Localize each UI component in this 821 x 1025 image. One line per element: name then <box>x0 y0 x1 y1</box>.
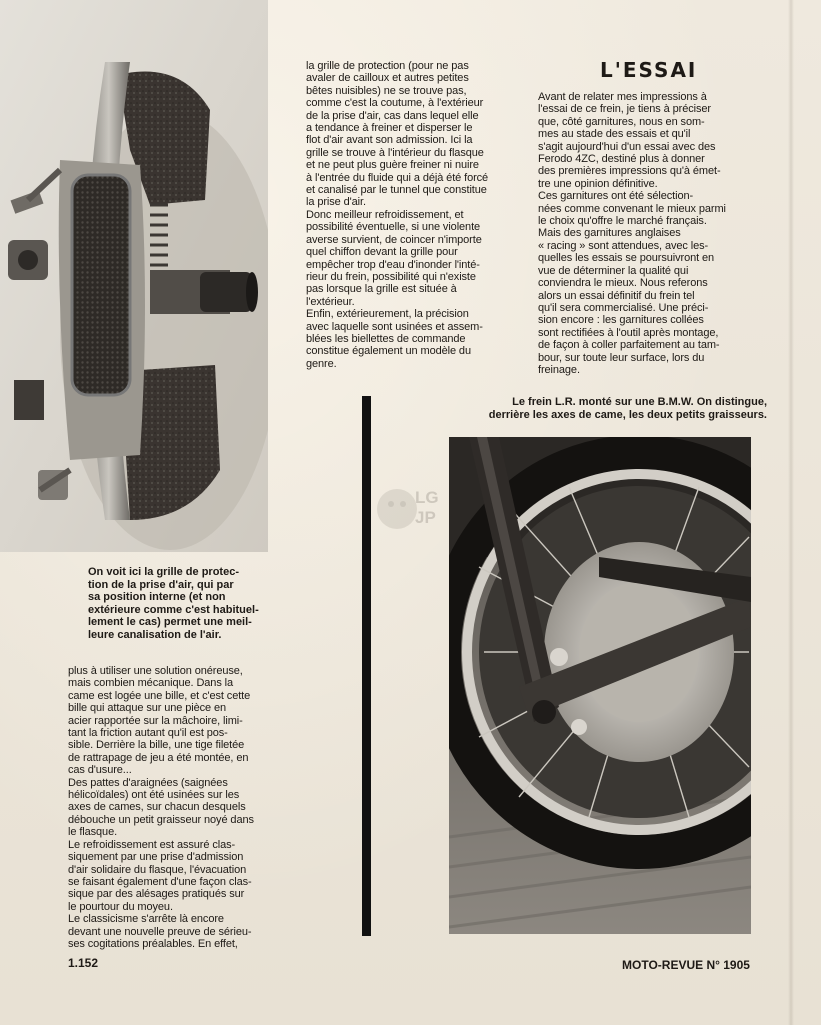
article-column-left-bottom: plus à utiliser une solution onéreuse, mais combien mécanique. Dans la came est logée une bille, et c'est cette bille qui attaque sur une pièce en acier rapportée sur la mâchoire, limi- tant la friction autant qu'il est pos- sible. Derrière la bille, une tige filetée de rattrapage de jeu a été montée, en cas d'usure... Des pattes d'araignées (saignées hélicoïdales) ont été usinées sur les axes de cames, sur chacun desquels débouche un petit graisseur noyé dans le flasque. Le refroidissement est assuré clas- siquement par une prise d'admission d'air solidaire du flasque, l'évacuation se faisant également d'une façon clas- sique par des alésages pratiqués sur le pourtour du moyeu. Le classicisme s'arrête là encore devant une nouvelle preuve de sérieu- ses cogitations préalables. En effet, <box>68 665 254 950</box>
magazine-issue: MOTO-REVUE N° 1905 <box>622 958 750 972</box>
watermark-text: LG JP <box>415 488 439 527</box>
vertical-rule <box>362 396 371 936</box>
brake-drum-photo <box>0 0 268 552</box>
page-fold-shadow <box>788 0 794 1025</box>
bmw-front-wheel-photo <box>449 437 751 934</box>
watermark <box>375 478 450 540</box>
caption-left: On voit ici la grille de protec- tion de la prise d'air, qui par sa position interne (et non extérieure comme c'est habituel- lement le cas) permet une meil- leure canalisation de l'air. <box>88 566 259 641</box>
caption-right: Le frein L.R. monté sur une B.M.W. On distingue, derrière les axes de came, les deux petits graisseurs. <box>488 396 767 421</box>
page-number: 1.152 <box>68 956 99 970</box>
article-column-right-top: Avant de relater mes impressions à l'essai de ce frein, je tiens à préciser que, côté garnitures, nous en som- mes au stade des essais et qu'il s'agit aujourd'hui d'un essai avec des Ferodo 4ZC, destiné plus à donner des premières impressions qu'à émet- tre une opinion définitive. Ces garnitures ont été sélection- nées comme convenant le mieux parmi le choix qu'offre le marché français. Mais des garnitures anglaises « racing » sont attendues, avec les- quelles les essais se poursuivront en vue de déterminer la qualité qui conviendra le mieux. Nous referons alors un essai définitif du frein tel qu'il sera commercialisé. Une préci- sion encore : les garnitures collées sont rectifiées à l'outil après montage, de façon à coller parfaitement au tam- bour, sur toute leur surface, lors du freinage. <box>538 91 726 376</box>
article-column-middle-top: la grille de protection (pour ne pas avaler de cailloux et autres petites bêtes nuisibles) ne se trouve pas, comme c'est la coutume, à l'extérieur de la prise d'air, cas dans lequel elle a tendance à freiner et disperser le flot d'air avant son admission. Ici la grille se trouve à l'intérieur du flasque et ne peut plus guère freiner ni nuire à l'entrée du fluide qui a déjà été forcé et canalisé par le tunnel que constitue la prise d'air. Donc meilleur refroidissement, et possibilité éventuelle, si une violente averse survient, de coincer n'importe quel chiffon devant la grille pour empêcher trop d'eau d'inonder l'inté- rieur du frein, possibilité qui n'existe pas lorsque la grille est située à l'extérieur. Enfin, extérieurement, la précision avec laquelle sont usinées et assem- blées les biellettes de commande constitue également un modèle du genre. <box>306 60 489 370</box>
section-title: L'ESSAI <box>600 58 698 82</box>
